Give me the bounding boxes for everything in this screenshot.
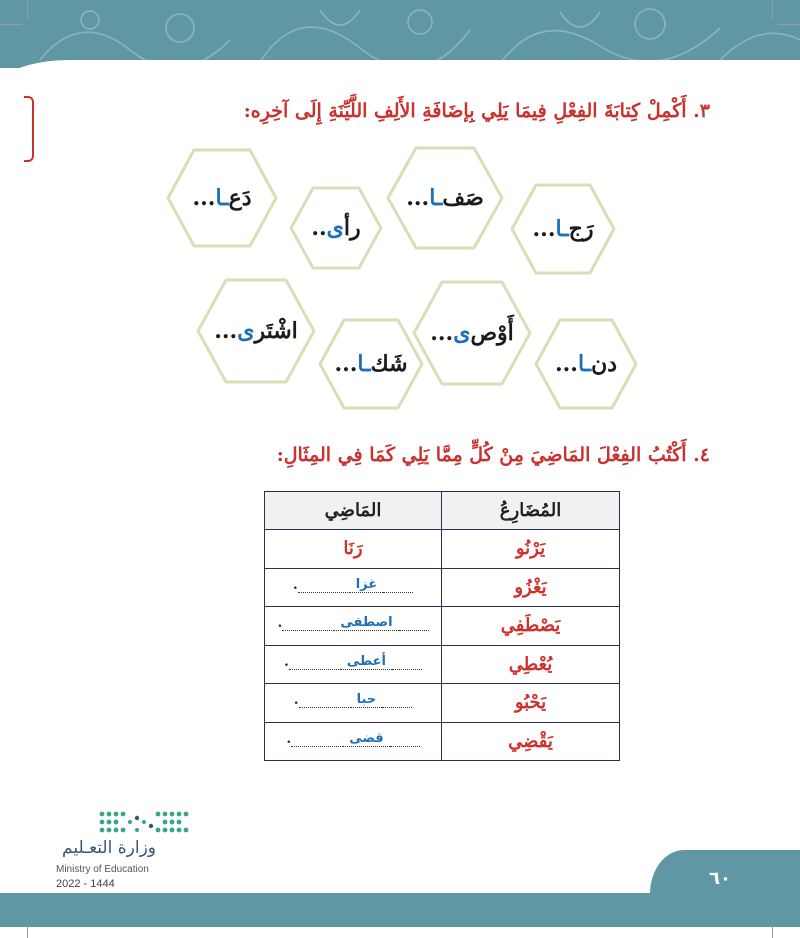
- cell-madi: حبا .: [265, 684, 442, 723]
- cell-mudari: يَصْطَفِي: [442, 607, 620, 646]
- ministry-logo-icon: [98, 808, 190, 836]
- hex-word-card: [510, 183, 616, 275]
- dotted-fill: [390, 733, 420, 747]
- question-4-heading: ٤. أَكْتُبُ الفِعْلَ المَاضِيَ مِنْ كُلٍّ مِمَّا يَلِي كَمَا فِي المِثَالِ:: [276, 444, 710, 466]
- cell-madi: أعطى .: [265, 645, 442, 684]
- col-header-mudari: المُضَارِعُ: [442, 492, 620, 530]
- dotted-fill: [289, 656, 341, 670]
- col-header-madi: المَاضِي: [265, 492, 442, 530]
- crop-mark: [772, 0, 773, 20]
- arabesque-pattern-icon: [0, 0, 800, 68]
- side-tab-marker: [24, 96, 34, 162]
- question-3-heading: ٣. أَكْمِلْ كِتابَةَ الفِعْلِ فِيمَا يَلِي بِإضَافَةِ الأَلِفِ اللَّيِّنَةِ إِلَى آخِرِه:: [243, 100, 710, 122]
- hex-word-card: [289, 186, 383, 270]
- table-row: [265, 645, 620, 684]
- verbs-table: [264, 491, 620, 761]
- table-header-row: [265, 492, 620, 530]
- cell-madi: قضى .: [265, 722, 442, 761]
- table-row-example: [265, 530, 620, 569]
- edition-year: 2022 - 1444: [56, 878, 115, 890]
- hex-word: شَك ـا ...: [334, 351, 408, 377]
- dotted-fill: [298, 579, 350, 593]
- written-answer: حبا: [351, 692, 383, 708]
- cell-madi: غزا .: [265, 568, 442, 607]
- ministry-name-arabic: وزارة التعـليم: [62, 838, 156, 858]
- hex-word-card: [318, 318, 424, 410]
- cell-madi-example: [265, 530, 442, 569]
- dotted-fill: [383, 579, 413, 593]
- example-answer: رَنَا: [343, 538, 363, 560]
- hex-word-card: [412, 280, 532, 386]
- hex-word-card: [534, 318, 638, 410]
- top-header-band: [0, 0, 800, 68]
- table-row: [265, 607, 620, 646]
- table-row: [265, 684, 620, 723]
- cell-madi: اصطفى .: [265, 607, 442, 646]
- ministry-name-english: Ministry of Education: [56, 864, 149, 875]
- written-answer: اصطفى: [334, 615, 398, 631]
- written-answer: قضى: [343, 731, 389, 747]
- hex-word: صَف ـا ...: [406, 185, 484, 211]
- dotted-fill: [399, 617, 429, 631]
- hex-word: رأ ى ..: [311, 215, 361, 241]
- dotted-fill: [382, 694, 412, 708]
- hex-word: دَع ـا ...: [192, 185, 252, 211]
- dotted-fill: [299, 694, 351, 708]
- hex-word-card: [386, 146, 504, 250]
- crop-mark: [0, 24, 22, 25]
- page-number: ٦٠: [709, 868, 731, 889]
- hex-word: رَج ـا ...: [532, 216, 594, 242]
- table-row: [265, 722, 620, 761]
- bottom-band: [0, 893, 800, 927]
- written-answer: أعطى: [341, 654, 392, 670]
- hex-word: دن ـا ...: [554, 351, 618, 377]
- cell-mudari: يَحْبُو: [442, 684, 620, 723]
- written-answer: غزا: [350, 577, 383, 593]
- cell-mudari: يَقْضِي: [442, 722, 620, 761]
- hex-word: اشْتَر ى ...: [214, 318, 298, 344]
- cell-mudari: يَرْنُو: [442, 530, 620, 569]
- table-row: [265, 568, 620, 607]
- cell-mudari: يُعْطِي: [442, 645, 620, 684]
- dotted-fill: [291, 733, 343, 747]
- hex-word-card: [196, 278, 316, 384]
- crop-mark: [778, 24, 800, 25]
- dotted-fill: [392, 656, 422, 670]
- crop-mark: [27, 0, 28, 20]
- dotted-fill: [282, 617, 334, 631]
- cell-mudari: يَغْزُو: [442, 568, 620, 607]
- hex-word-card: [166, 148, 278, 248]
- hex-word: أَوْص ى ...: [430, 320, 514, 346]
